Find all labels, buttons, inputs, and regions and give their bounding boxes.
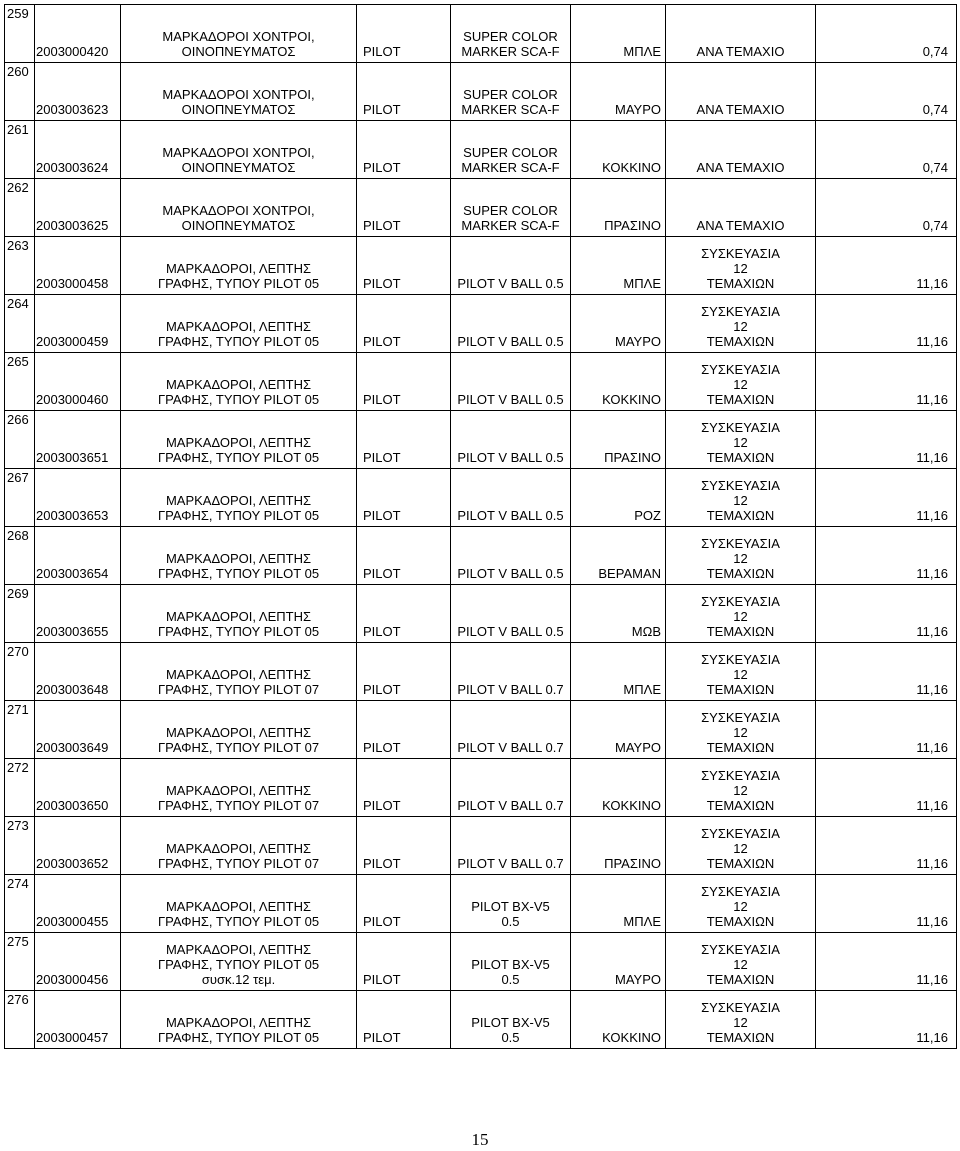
price-cell: 11,16 xyxy=(816,585,957,643)
color-cell: ΜΩΒ xyxy=(571,585,666,643)
description-cell-line: ΟΙΝΟΠΝΕΥΜΑΤΟΣ xyxy=(181,218,296,233)
unit-cell-line: 12 xyxy=(733,435,748,450)
price-cell: 11,16 xyxy=(816,353,957,411)
model-cell xyxy=(451,63,571,121)
brand-cell: PILOT xyxy=(357,527,451,585)
price-cell: 11,16 xyxy=(816,817,957,875)
table-row xyxy=(5,991,957,1049)
unit-cell-line: 12 xyxy=(733,319,748,334)
color-cell: ΜΑΥΡΟ xyxy=(571,295,666,353)
product-code-cell: 2003000420 xyxy=(35,5,121,63)
description-cell xyxy=(121,875,357,933)
product-code-cell: 2003003653 xyxy=(35,469,121,527)
unit-cell-line: 12 xyxy=(733,377,748,392)
model-cell xyxy=(451,643,571,701)
unit-cell xyxy=(666,991,816,1049)
price-cell: 11,16 xyxy=(816,295,957,353)
model-cell-line: 0.5 xyxy=(501,914,520,929)
product-code-cell: 2003003652 xyxy=(35,817,121,875)
unit-cell-line: ΤΕΜΑΧΙΩΝ xyxy=(706,508,775,523)
model-cell-line: PILOT V BALL 0.5 xyxy=(457,334,564,349)
brand-cell: PILOT xyxy=(357,411,451,469)
model-cell-line: PILOT BX-V5 xyxy=(471,899,550,914)
model-cell xyxy=(451,469,571,527)
description-cell-line: ΓΡΑΦΗΣ, ΤΥΠΟΥ PILOT 05 xyxy=(157,508,320,523)
brand-cell: PILOT xyxy=(357,121,451,179)
model-cell-line: SUPER COLOR xyxy=(463,203,558,218)
model-cell-line: SUPER COLOR xyxy=(463,145,558,160)
unit-cell-line: 12 xyxy=(733,899,748,914)
unit-cell-line: ΑΝΑ ΤΕΜΑΧΙΟ xyxy=(696,218,785,233)
row-number-cell: 276 xyxy=(5,991,35,1049)
description-cell xyxy=(121,121,357,179)
color-cell: ΒΕΡΑΜΑΝ xyxy=(571,527,666,585)
row-number-cell: 267 xyxy=(5,469,35,527)
unit-cell xyxy=(666,121,816,179)
description-cell-line: ΜΑΡΚΑΔΟΡΟΙ, ΛΕΠΤΗΣ xyxy=(165,667,312,682)
description-cell xyxy=(121,469,357,527)
model-cell xyxy=(451,5,571,63)
description-cell xyxy=(121,179,357,237)
price-table xyxy=(4,4,957,1049)
description-cell-line: ΓΡΑΦΗΣ, ΤΥΠΟΥ PILOT 05 xyxy=(157,914,320,929)
model-cell-line: PILOT BX-V5 xyxy=(471,1015,550,1030)
model-cell xyxy=(451,179,571,237)
description-cell-line: ΜΑΡΚΑΔΟΡΟΙ, ΛΕΠΤΗΣ xyxy=(165,435,312,450)
description-cell-line: ΓΡΑΦΗΣ, ΤΥΠΟΥ PILOT 05 xyxy=(157,276,320,291)
model-cell-line: MARKER SCA-F xyxy=(461,160,560,175)
description-cell-line: ΓΡΑΦΗΣ, ΤΥΠΟΥ PILOT 07 xyxy=(157,682,320,697)
description-cell xyxy=(121,701,357,759)
description-cell-line: ΜΑΡΚΑΔΟΡΟΙ, ΛΕΠΤΗΣ xyxy=(165,942,312,957)
unit-cell-line: 12 xyxy=(733,493,748,508)
brand-cell: PILOT xyxy=(357,63,451,121)
unit-cell-line: ΤΕΜΑΧΙΩΝ xyxy=(706,682,775,697)
unit-cell xyxy=(666,643,816,701)
unit-cell-line: ΤΕΜΑΧΙΩΝ xyxy=(706,392,775,407)
table-body xyxy=(5,5,957,1049)
unit-cell-line: ΣΥΣΚΕΥΑΣΙΑ xyxy=(701,246,780,261)
unit-cell-line: ΤΕΜΑΧΙΩΝ xyxy=(706,798,775,813)
unit-cell xyxy=(666,875,816,933)
unit-cell-line: ΣΥΣΚΕΥΑΣΙΑ xyxy=(701,304,780,319)
product-code-cell: 2003003625 xyxy=(35,179,121,237)
description-cell-line: ΓΡΑΦΗΣ, ΤΥΠΟΥ PILOT 05 xyxy=(157,566,320,581)
color-cell: ΚΟΚΚΙΝΟ xyxy=(571,353,666,411)
product-code-cell: 2003000456 xyxy=(35,933,121,991)
table-row xyxy=(5,469,957,527)
unit-cell-line: ΣΥΣΚΕΥΑΣΙΑ xyxy=(701,884,780,899)
description-cell-line: ΜΑΡΚΑΔΟΡΟΙ, ΛΕΠΤΗΣ xyxy=(165,609,312,624)
description-cell-line: ΓΡΑΦΗΣ, ΤΥΠΟΥ PILOT 05 xyxy=(157,334,320,349)
brand-cell: PILOT xyxy=(357,179,451,237)
model-cell xyxy=(451,295,571,353)
unit-cell xyxy=(666,353,816,411)
product-code-cell: 2003003650 xyxy=(35,759,121,817)
unit-cell-line: 12 xyxy=(733,957,748,972)
unit-cell-line: ΤΕΜΑΧΙΩΝ xyxy=(706,334,775,349)
row-number-cell: 270 xyxy=(5,643,35,701)
color-cell: ΡΟΖ xyxy=(571,469,666,527)
model-cell xyxy=(451,759,571,817)
description-cell xyxy=(121,5,357,63)
row-number-cell: 260 xyxy=(5,63,35,121)
product-code-cell: 2003003649 xyxy=(35,701,121,759)
unit-cell xyxy=(666,933,816,991)
color-cell: ΠΡΑΣΙΝΟ xyxy=(571,179,666,237)
model-cell-line: PILOT BX-V5 xyxy=(471,957,550,972)
model-cell-line: PILOT V BALL 0.7 xyxy=(457,740,564,755)
model-cell xyxy=(451,817,571,875)
description-cell-line: ΜΑΡΚΑΔΟΡΟΙ, ΛΕΠΤΗΣ xyxy=(165,261,312,276)
model-cell xyxy=(451,411,571,469)
price-cell: 0,74 xyxy=(816,63,957,121)
color-cell: ΚΟΚΚΙΝΟ xyxy=(571,121,666,179)
brand-cell: PILOT xyxy=(357,295,451,353)
row-number-cell: 268 xyxy=(5,527,35,585)
description-cell-line: ΜΑΡΚΑΔΟΡΟΙ, ΛΕΠΤΗΣ xyxy=(165,377,312,392)
model-cell-line: PILOT V BALL 0.5 xyxy=(457,392,564,407)
unit-cell-line: 12 xyxy=(733,261,748,276)
description-cell-line: ΜΑΡΚΑΔΟΡΟΙ ΧΟΝΤΡΟΙ, xyxy=(162,87,315,102)
brand-cell: PILOT xyxy=(357,817,451,875)
unit-cell xyxy=(666,759,816,817)
brand-cell: PILOT xyxy=(357,875,451,933)
model-cell-line: PILOT V BALL 0.7 xyxy=(457,798,564,813)
unit-cell-line: 12 xyxy=(733,667,748,682)
price-cell: 11,16 xyxy=(816,875,957,933)
table-row xyxy=(5,411,957,469)
row-number-cell: 271 xyxy=(5,701,35,759)
model-cell-line: PILOT V BALL 0.5 xyxy=(457,508,564,523)
model-cell-line: PILOT V BALL 0.7 xyxy=(457,682,564,697)
description-cell xyxy=(121,643,357,701)
model-cell-line: PILOT V BALL 0.5 xyxy=(457,276,564,291)
unit-cell-line: ΣΥΣΚΕΥΑΣΙΑ xyxy=(701,594,780,609)
brand-cell: PILOT xyxy=(357,5,451,63)
table-row xyxy=(5,353,957,411)
unit-cell-line: ΤΕΜΑΧΙΩΝ xyxy=(706,450,775,465)
description-cell xyxy=(121,817,357,875)
brand-cell: PILOT xyxy=(357,353,451,411)
unit-cell xyxy=(666,411,816,469)
row-number-cell: 264 xyxy=(5,295,35,353)
description-cell-line: ΓΡΑΦΗΣ, ΤΥΠΟΥ PILOT 05 xyxy=(157,624,320,639)
product-code-cell: 2003000457 xyxy=(35,991,121,1049)
brand-cell: PILOT xyxy=(357,933,451,991)
unit-cell xyxy=(666,585,816,643)
description-cell-line: ΓΡΑΦΗΣ, ΤΥΠΟΥ PILOT 05 xyxy=(157,392,320,407)
model-cell-line: SUPER COLOR xyxy=(463,87,558,102)
price-cell: 0,74 xyxy=(816,179,957,237)
unit-cell xyxy=(666,469,816,527)
description-cell xyxy=(121,585,357,643)
unit-cell-line: 12 xyxy=(733,783,748,798)
model-cell xyxy=(451,121,571,179)
description-cell xyxy=(121,411,357,469)
description-cell-line: ΜΑΡΚΑΔΟΡΟΙ ΧΟΝΤΡΟΙ, xyxy=(162,145,315,160)
description-cell-line: ΜΑΡΚΑΔΟΡΟΙ, ΛΕΠΤΗΣ xyxy=(165,319,312,334)
unit-cell xyxy=(666,5,816,63)
price-cell: 11,16 xyxy=(816,411,957,469)
product-code-cell: 2003003655 xyxy=(35,585,121,643)
model-cell-line: MARKER SCA-F xyxy=(461,102,560,117)
color-cell: ΜΑΥΡΟ xyxy=(571,933,666,991)
model-cell xyxy=(451,991,571,1049)
model-cell-line: 0.5 xyxy=(501,972,520,987)
color-cell: ΜΑΥΡΟ xyxy=(571,63,666,121)
description-cell-line: ΓΡΑΦΗΣ, ΤΥΠΟΥ PILOT 05 xyxy=(157,1030,320,1045)
table-row xyxy=(5,643,957,701)
brand-cell: PILOT xyxy=(357,237,451,295)
price-cell: 11,16 xyxy=(816,933,957,991)
brand-cell: PILOT xyxy=(357,469,451,527)
description-cell-line: ΓΡΑΦΗΣ, ΤΥΠΟΥ PILOT 07 xyxy=(157,856,320,871)
unit-cell-line: 12 xyxy=(733,725,748,740)
description-cell-line: ΜΑΡΚΑΔΟΡΟΙ, ΛΕΠΤΗΣ xyxy=(165,725,312,740)
unit-cell-line: 12 xyxy=(733,609,748,624)
table-row xyxy=(5,179,957,237)
price-cell: 11,16 xyxy=(816,643,957,701)
row-number-cell: 273 xyxy=(5,817,35,875)
row-number-cell: 265 xyxy=(5,353,35,411)
row-number-cell: 261 xyxy=(5,121,35,179)
unit-cell-line: ΤΕΜΑΧΙΩΝ xyxy=(706,276,775,291)
row-number-cell: 272 xyxy=(5,759,35,817)
price-cell: 11,16 xyxy=(816,759,957,817)
brand-cell: PILOT xyxy=(357,701,451,759)
unit-cell-line: ΣΥΣΚΕΥΑΣΙΑ xyxy=(701,710,780,725)
row-number-cell: 275 xyxy=(5,933,35,991)
brand-cell: PILOT xyxy=(357,643,451,701)
brand-cell: PILOT xyxy=(357,759,451,817)
description-cell xyxy=(121,527,357,585)
color-cell: ΜΠΛΕ xyxy=(571,643,666,701)
unit-cell-line: ΣΥΣΚΕΥΑΣΙΑ xyxy=(701,652,780,667)
description-cell xyxy=(121,353,357,411)
color-cell: ΜΠΛΕ xyxy=(571,5,666,63)
color-cell: ΠΡΑΣΙΝΟ xyxy=(571,411,666,469)
unit-cell-line: ΤΕΜΑΧΙΩΝ xyxy=(706,914,775,929)
color-cell: ΚΟΚΚΙΝΟ xyxy=(571,759,666,817)
color-cell: ΜΠΛΕ xyxy=(571,875,666,933)
model-cell xyxy=(451,353,571,411)
description-cell-line: ΜΑΡΚΑΔΟΡΟΙ, ΛΕΠΤΗΣ xyxy=(165,551,312,566)
table-row xyxy=(5,933,957,991)
color-cell: ΜΠΛΕ xyxy=(571,237,666,295)
description-cell-line: ΜΑΡΚΑΔΟΡΟΙ, ΛΕΠΤΗΣ xyxy=(165,899,312,914)
unit-cell xyxy=(666,179,816,237)
price-cell: 11,16 xyxy=(816,991,957,1049)
product-code-cell: 2003000459 xyxy=(35,295,121,353)
description-cell-line: ΜΑΡΚΑΔΟΡΟΙ ΧΟΝΤΡΟΙ, xyxy=(162,29,315,44)
product-code-cell: 2003003623 xyxy=(35,63,121,121)
unit-cell-line: 12 xyxy=(733,551,748,566)
description-cell-line: ΟΙΝΟΠΝΕΥΜΑΤΟΣ xyxy=(181,102,296,117)
description-cell-line: ΓΡΑΦΗΣ, ΤΥΠΟΥ PILOT 05 xyxy=(157,957,320,972)
table-row xyxy=(5,585,957,643)
product-code-cell: 2003003624 xyxy=(35,121,121,179)
unit-cell-line: ΑΝΑ ΤΕΜΑΧΙΟ xyxy=(696,102,785,117)
description-cell xyxy=(121,237,357,295)
table-row xyxy=(5,295,957,353)
table-row xyxy=(5,63,957,121)
table-row xyxy=(5,121,957,179)
product-code-cell: 2003003648 xyxy=(35,643,121,701)
model-cell xyxy=(451,237,571,295)
description-cell-line: ΓΡΑΦΗΣ, ΤΥΠΟΥ PILOT 05 xyxy=(157,450,320,465)
color-cell: ΜΑΥΡΟ xyxy=(571,701,666,759)
model-cell-line: PILOT V BALL 0.7 xyxy=(457,856,564,871)
model-cell xyxy=(451,527,571,585)
model-cell xyxy=(451,875,571,933)
unit-cell-line: ΤΕΜΑΧΙΩΝ xyxy=(706,566,775,581)
brand-cell: PILOT xyxy=(357,991,451,1049)
row-number-cell: 262 xyxy=(5,179,35,237)
unit-cell xyxy=(666,817,816,875)
product-code-cell: 2003000460 xyxy=(35,353,121,411)
model-cell-line: MARKER SCA-F xyxy=(461,218,560,233)
unit-cell-line: 12 xyxy=(733,1015,748,1030)
color-cell: ΚΟΚΚΙΝΟ xyxy=(571,991,666,1049)
description-cell-line: ΟΙΝΟΠΝΕΥΜΑΤΟΣ xyxy=(181,160,296,175)
description-cell-line: ΜΑΡΚΑΔΟΡΟΙ, ΛΕΠΤΗΣ xyxy=(165,1015,312,1030)
unit-cell-line: ΣΥΣΚΕΥΑΣΙΑ xyxy=(701,536,780,551)
unit-cell xyxy=(666,63,816,121)
description-cell xyxy=(121,933,357,991)
product-code-cell: 2003003651 xyxy=(35,411,121,469)
model-cell xyxy=(451,701,571,759)
unit-cell-line: ΤΕΜΑΧΙΩΝ xyxy=(706,740,775,755)
price-cell: 11,16 xyxy=(816,237,957,295)
row-number-cell: 259 xyxy=(5,5,35,63)
unit-cell-line: ΤΕΜΑΧΙΩΝ xyxy=(706,624,775,639)
unit-cell xyxy=(666,237,816,295)
model-cell-line: PILOT V BALL 0.5 xyxy=(457,450,564,465)
model-cell xyxy=(451,933,571,991)
row-number-cell: 269 xyxy=(5,585,35,643)
unit-cell-line: ΣΥΣΚΕΥΑΣΙΑ xyxy=(701,478,780,493)
model-cell-line: PILOT V BALL 0.5 xyxy=(457,624,564,639)
description-cell xyxy=(121,295,357,353)
color-cell: ΠΡΑΣΙΝΟ xyxy=(571,817,666,875)
row-number-cell: 274 xyxy=(5,875,35,933)
unit-cell-line: ΣΥΣΚΕΥΑΣΙΑ xyxy=(701,942,780,957)
price-cell: 0,74 xyxy=(816,121,957,179)
description-cell-line: συσκ.12 τεμ. xyxy=(201,972,276,987)
table-row xyxy=(5,875,957,933)
model-cell-line: PILOT V BALL 0.5 xyxy=(457,566,564,581)
unit-cell-line: ΑΝΑ ΤΕΜΑΧΙΟ xyxy=(696,44,785,59)
description-cell-line: ΟΙΝΟΠΝΕΥΜΑΤΟΣ xyxy=(181,44,296,59)
table-row xyxy=(5,527,957,585)
unit-cell-line: ΣΥΣΚΕΥΑΣΙΑ xyxy=(701,768,780,783)
product-code-cell: 2003000455 xyxy=(35,875,121,933)
unit-cell-line: ΣΥΣΚΕΥΑΣΙΑ xyxy=(701,420,780,435)
description-cell-line: ΓΡΑΦΗΣ, ΤΥΠΟΥ PILOT 07 xyxy=(157,798,320,813)
price-cell: 11,16 xyxy=(816,701,957,759)
unit-cell xyxy=(666,527,816,585)
table-row xyxy=(5,237,957,295)
price-cell: 0,74 xyxy=(816,5,957,63)
model-cell-line: SUPER COLOR xyxy=(463,29,558,44)
table-row xyxy=(5,701,957,759)
description-cell xyxy=(121,759,357,817)
unit-cell xyxy=(666,701,816,759)
unit-cell-line: ΣΥΣΚΕΥΑΣΙΑ xyxy=(701,826,780,841)
description-cell xyxy=(121,63,357,121)
price-cell: 11,16 xyxy=(816,469,957,527)
model-cell-line: MARKER SCA-F xyxy=(461,44,560,59)
unit-cell-line: ΣΥΣΚΕΥΑΣΙΑ xyxy=(701,1000,780,1015)
row-number-cell: 263 xyxy=(5,237,35,295)
product-code-cell: 2003000458 xyxy=(35,237,121,295)
description-cell-line: ΜΑΡΚΑΔΟΡΟΙ ΧΟΝΤΡΟΙ, xyxy=(162,203,315,218)
unit-cell-line: ΣΥΣΚΕΥΑΣΙΑ xyxy=(701,362,780,377)
unit-cell xyxy=(666,295,816,353)
description-cell-line: ΜΑΡΚΑΔΟΡΟΙ, ΛΕΠΤΗΣ xyxy=(165,493,312,508)
model-cell-line: 0.5 xyxy=(501,1030,520,1045)
unit-cell-line: 12 xyxy=(733,841,748,856)
model-cell xyxy=(451,585,571,643)
price-table-page xyxy=(4,4,956,1049)
row-number-cell: 266 xyxy=(5,411,35,469)
unit-cell-line: ΤΕΜΑΧΙΩΝ xyxy=(706,972,775,987)
price-cell: 11,16 xyxy=(816,527,957,585)
description-cell-line: ΓΡΑΦΗΣ, ΤΥΠΟΥ PILOT 07 xyxy=(157,740,320,755)
table-row xyxy=(5,5,957,63)
unit-cell-line: ΑΝΑ ΤΕΜΑΧΙΟ xyxy=(696,160,785,175)
table-row xyxy=(5,817,957,875)
page-number: 15 xyxy=(471,1130,489,1149)
description-cell-line: ΜΑΡΚΑΔΟΡΟΙ, ΛΕΠΤΗΣ xyxy=(165,783,312,798)
brand-cell: PILOT xyxy=(357,585,451,643)
unit-cell-line: ΤΕΜΑΧΙΩΝ xyxy=(706,1030,775,1045)
description-cell xyxy=(121,991,357,1049)
description-cell-line: ΜΑΡΚΑΔΟΡΟΙ, ΛΕΠΤΗΣ xyxy=(165,841,312,856)
unit-cell-line: ΤΕΜΑΧΙΩΝ xyxy=(706,856,775,871)
product-code-cell: 2003003654 xyxy=(35,527,121,585)
table-row xyxy=(5,759,957,817)
